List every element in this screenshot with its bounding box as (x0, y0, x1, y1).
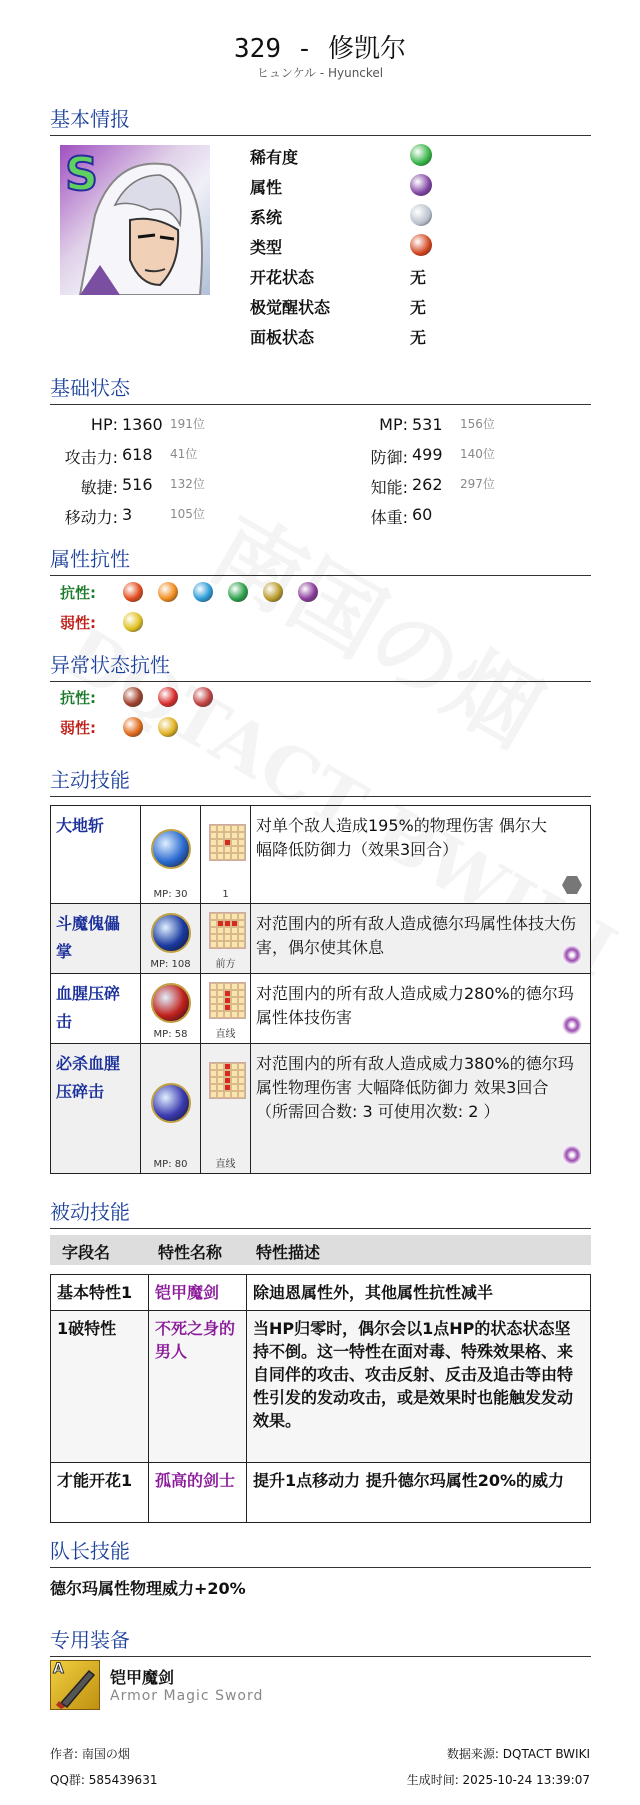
skill-mp: MP: 108 (150, 959, 191, 970)
skill-range-label: 1 (222, 889, 229, 900)
skill-range-label: 前方 (215, 959, 236, 970)
skill-range-cell (201, 974, 251, 1044)
skill-orb-icon (151, 913, 191, 953)
footer-qq: QQ群: 585439631 (50, 1773, 158, 1787)
system-shield-icon (410, 204, 432, 226)
skill-range-cell (201, 1044, 251, 1174)
section-leader-skill: 队长技能 (50, 1535, 591, 1568)
skill-row (51, 904, 591, 974)
equip-name-en: Armor Magic Sword (110, 1688, 264, 1704)
skill-range-cell (201, 806, 251, 904)
skill-name: 斗魔傀儡掌 (51, 904, 141, 974)
equip-rank-badge: A (53, 1661, 64, 1677)
skill-desc: 对范围内的所有敌人造成威力380%的德尔玛属性物理伤害 大幅降低防御力 效果3回合 （所需回合数: 3 可使用次数: 2 ） (256, 1054, 574, 1121)
lightning-icon (123, 612, 143, 632)
skill-row (51, 806, 591, 904)
skill-mp: MP: 58 (153, 1029, 188, 1040)
stat-label: 体重: (370, 508, 408, 527)
dark-icon (298, 582, 318, 602)
section-passive-skills: 被动技能 (50, 1196, 591, 1229)
section-active-skills: 主动技能 (50, 764, 591, 797)
stat-rank: 156位 (460, 417, 495, 431)
info-label: 面板状态 (250, 328, 315, 347)
stat-value: 3 (122, 505, 133, 524)
stat-rank: 297位 (460, 477, 495, 491)
leader-skill-text: 德尔玛属性物理威力+20% (50, 1579, 246, 1598)
range-grid (209, 824, 246, 861)
skill-row (51, 1044, 591, 1174)
stat-rank: 191位 (170, 417, 205, 431)
skill-range-cell (201, 904, 251, 974)
skill-orb-icon (151, 829, 191, 869)
cross-icon (158, 687, 178, 707)
info-label: 属性 (250, 178, 283, 197)
info-label: 类型 (250, 238, 283, 257)
skill-desc: 对范围内的所有敌人造成德尔玛属性体技大伤害，偶尔使其休息 (256, 914, 577, 957)
skill-row (51, 974, 591, 1044)
skill-icon-cell (141, 806, 201, 904)
stat-value: 1360 (122, 415, 163, 434)
info-label: 极觉醒状态 (250, 298, 331, 317)
skill-desc-cell (251, 806, 591, 904)
element-resist-label: 抗性: (60, 584, 96, 602)
skill-range-label: 直线 (215, 1159, 236, 1170)
stat-value: 499 (412, 445, 443, 464)
section-basic-info: 基本情报 (50, 103, 591, 136)
footer-author: 作者: 南国の烟 (50, 1747, 130, 1761)
passive-desc: 除迪恩属性外，其他属性抗性减半 (247, 1275, 591, 1311)
passive-name: 铠甲魔剑 (149, 1275, 247, 1311)
passive-name: 孤高的剑士 (149, 1463, 247, 1523)
type-fire-icon (410, 234, 432, 256)
active-skills-table (50, 805, 591, 1174)
skill-orb-icon (151, 1083, 191, 1123)
passive-row (51, 1463, 591, 1523)
section-status-res: 异常状态抗性 (50, 649, 591, 682)
skill-icon-cell (141, 974, 201, 1044)
stat-rank: 105位 (170, 507, 205, 521)
section-element-res: 属性抗性 (50, 543, 591, 576)
stat-label: 知能: (370, 478, 408, 497)
range-grid (209, 1062, 246, 1099)
wind-icon (228, 582, 248, 602)
info-label: 系统 (250, 208, 283, 227)
stat-label: 敏捷: (80, 478, 118, 497)
skill-orb-icon (151, 983, 191, 1023)
skill-name: 大地斩 (51, 806, 141, 904)
fire-icon (123, 582, 143, 602)
skill-range-label: 直线 (215, 1029, 236, 1040)
passive-row (51, 1275, 591, 1311)
header-desc: 特性描述 (256, 1243, 321, 1262)
dark-icon (562, 1145, 582, 1165)
passive-field: 才能开花1 (51, 1463, 149, 1523)
stat-label: 防御: (370, 448, 408, 467)
ice-icon (193, 582, 213, 602)
stat-rank: 132位 (170, 477, 205, 491)
dark-element-icon (410, 174, 432, 196)
info-label: 稀有度 (250, 148, 299, 167)
range-grid (209, 982, 246, 1019)
skill-desc-cell (251, 904, 591, 974)
stat-value: 531 (412, 415, 443, 434)
stat-value: 516 (122, 475, 153, 494)
hex-icon (562, 875, 582, 895)
passive-desc: 当HP归零时，偶尔会以1点HP的状态状态坚持不倒。这一特性在面对毒、特殊效果格、来自同伴的攻击、攻击反射、反击及追击等由特性引发的发动攻击，或是效果时也能触发发动效果。 (247, 1311, 591, 1463)
page-title: 329 - 修凯尔 (234, 34, 406, 64)
earth-icon (263, 582, 283, 602)
info-label: 开花状态 (250, 268, 315, 287)
passive-field: 1破特性 (51, 1311, 149, 1463)
passive-field: 基本特性1 (51, 1275, 149, 1311)
skill-mp: MP: 30 (153, 889, 188, 900)
info-value: 无 (410, 268, 427, 287)
poison-icon (123, 687, 143, 707)
skill-desc: 对单个敌人造成195%的物理伤害 偶尔大 幅降低防御力（效果3回合） (256, 816, 547, 859)
rarity-badge: S (65, 147, 99, 201)
equip-icon (50, 1660, 100, 1710)
stat-label: HP: (90, 415, 118, 434)
header-field: 字段名 (62, 1243, 111, 1262)
stat-rank: 41位 (170, 447, 198, 461)
info-value: 无 (410, 328, 427, 347)
header-name: 特性名称 (158, 1243, 223, 1262)
stat-rank: 140位 (460, 447, 495, 461)
range-grid (209, 912, 246, 949)
rarity-s-icon (410, 144, 432, 166)
confusion-icon (123, 717, 143, 737)
character-portrait (60, 145, 210, 295)
paralysis-icon (158, 717, 178, 737)
page-subtitle: ヒュンケル - Hyunckel (256, 66, 384, 80)
passive-desc: 提升1点移动力 提升德尔玛属性20%的威力 (247, 1463, 591, 1523)
section-exclusive-equip: 专用装备 (50, 1624, 591, 1657)
stat-label: 攻击力: (64, 448, 118, 467)
stat-value: 618 (122, 445, 153, 464)
status-resist-label: 抗性: (60, 689, 96, 707)
skill-desc-cell (251, 974, 591, 1044)
skill-name: 必杀血腥压碎击 (51, 1044, 141, 1174)
skill-desc: 对范围内的所有敌人造成威力280%的德尔玛属性体技伤害 (256, 984, 574, 1027)
status-weak-label: 弱性: (60, 719, 96, 737)
passive-table-header (50, 1235, 591, 1265)
dark-icon (562, 1015, 582, 1035)
equip-name: 铠甲魔剑 (110, 1668, 175, 1687)
element-weak-label: 弱性: (60, 614, 96, 632)
meat-icon (193, 687, 213, 707)
footer-source: 数据来源: DQTACT BWIKI (446, 1747, 590, 1761)
stat-value: 262 (412, 475, 443, 494)
section-base-stats: 基础状态 (50, 372, 591, 405)
footer-generated: 生成时间: 2025-10-24 13:39:07 (406, 1773, 590, 1787)
stat-value: 60 (412, 505, 433, 524)
passive-row (51, 1311, 591, 1463)
passive-skills-table (50, 1274, 591, 1523)
skill-desc-cell (251, 1044, 591, 1174)
skill-mp: MP: 80 (153, 1159, 188, 1170)
skill-icon-cell (141, 1044, 201, 1174)
dark-icon (562, 945, 582, 965)
flame-icon (158, 582, 178, 602)
stat-label: 移动力: (64, 508, 118, 527)
skill-name: 血腥压碎击 (51, 974, 141, 1044)
passive-name: 不死之身的男人 (149, 1311, 247, 1463)
info-value: 无 (410, 298, 427, 317)
skill-icon-cell (141, 904, 201, 974)
stat-label: MP: (379, 415, 408, 434)
